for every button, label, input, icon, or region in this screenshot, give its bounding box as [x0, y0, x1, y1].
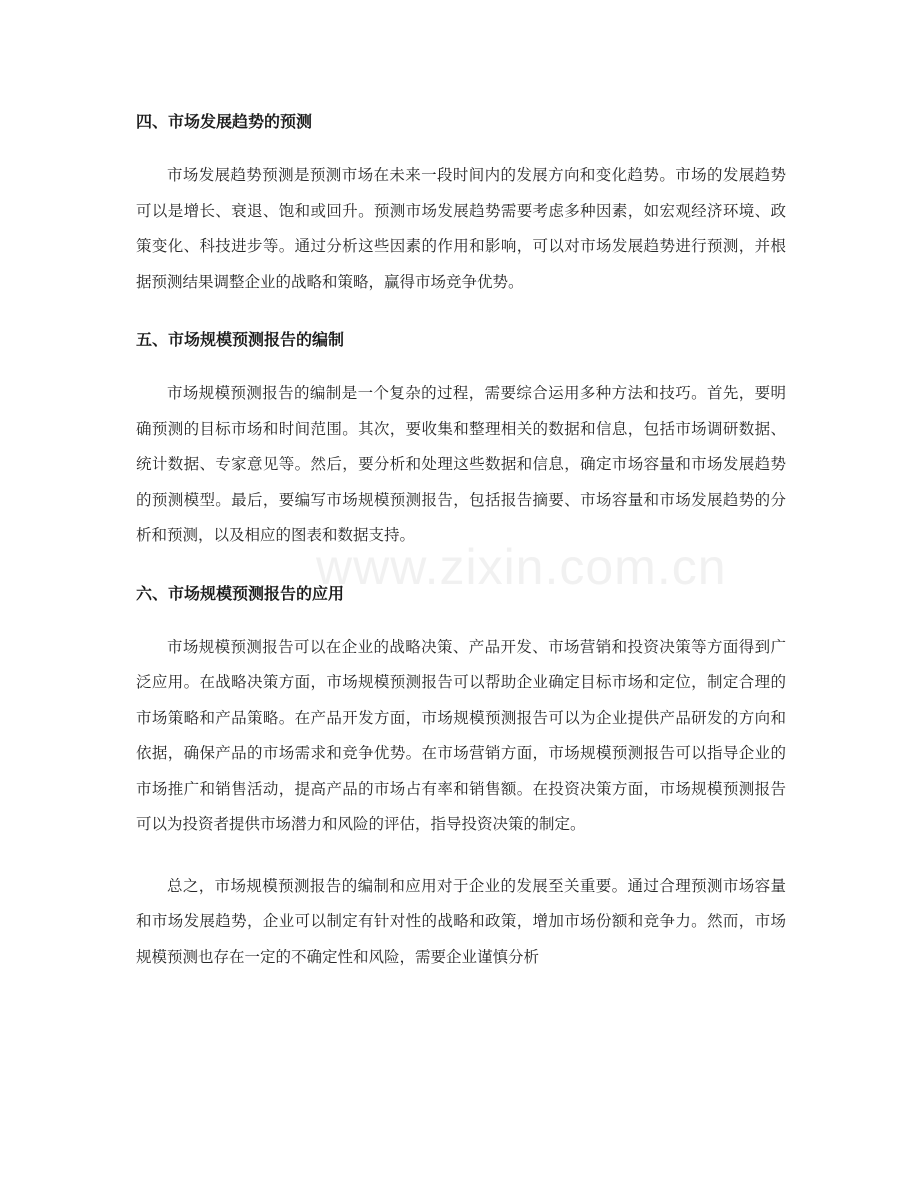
- conclusion-paragraph: 总之，市场规模预测报告的编制和应用对于企业的发展至关重要。通过合理预测市场容量和市场发展趋势，企业可以制定有针对性的战略和政策，增加市场份额和竞争力。然而，市场规模预测也存在一定的不确定性和风险，需要企业谨慎分析: [136, 876, 786, 966]
- section-heading-5: 五、市场规模预测报告的编制: [136, 330, 345, 349]
- section-heading-4: 四、市场发展趋势的预测: [136, 112, 313, 131]
- watermark: www.zixin.com.cn: [316, 539, 727, 595]
- section-4-paragraph: 市场发展趋势预测是预测市场在未来一段时间内的发展方向和变化趋势。市场的发展趋势可以是增长、衰退、饱和或回升。预测市场发展趋势需要考虑多种因素，如宏观经济环境、政策变化、科技进步等。通过分析这些因素的作用和影响，可以对市场发展趋势进行预测，并根据预测结果调整企业的战略和策略，赢得市场竞争优势。: [136, 166, 786, 291]
- section-5-paragraph: 市场规模预测报告的编制是一个复杂的过程，需要综合运用多种方法和技巧。首先，要明确预测的目标市场和时间范围。其次，要收集和整理相关的数据和信息，包括市场调研数据、统计数据、专家意见等。然后，要分析和处理这些数据和信息，确定市场容量和市场发展趋势的预测模型。最后，要编写市场规模预测报告，包括报告摘要、市场容量和市场发展趋势的分析和预测，以及相应的图表和数据支持。: [136, 384, 786, 544]
- section-heading-6: 六、市场规模预测报告的应用: [136, 583, 345, 603]
- section-6-paragraph: 市场规模预测报告可以在企业的战略决策、产品开发、市场营销和投资决策等方面得到广泛应用。在战略决策方面，市场规模预测报告可以帮助企业确定目标市场和定位，制定合理的市场策略和产品策略。在产品开发方面，市场规模预测报告可以为企业提供产品研发的方向和依据，确保产品的市场需求和竞争优势。在市场营销方面，市场规模预测报告可以指导企业的市场推广和销售活动，提高产品的市场占有率和销售额。在投资决策方面，市场规模预测报告可以为投资者提供市场潜力和风险的评估，指导投资决策的制定。: [136, 637, 786, 833]
- document-body: [136, 108, 786, 975]
